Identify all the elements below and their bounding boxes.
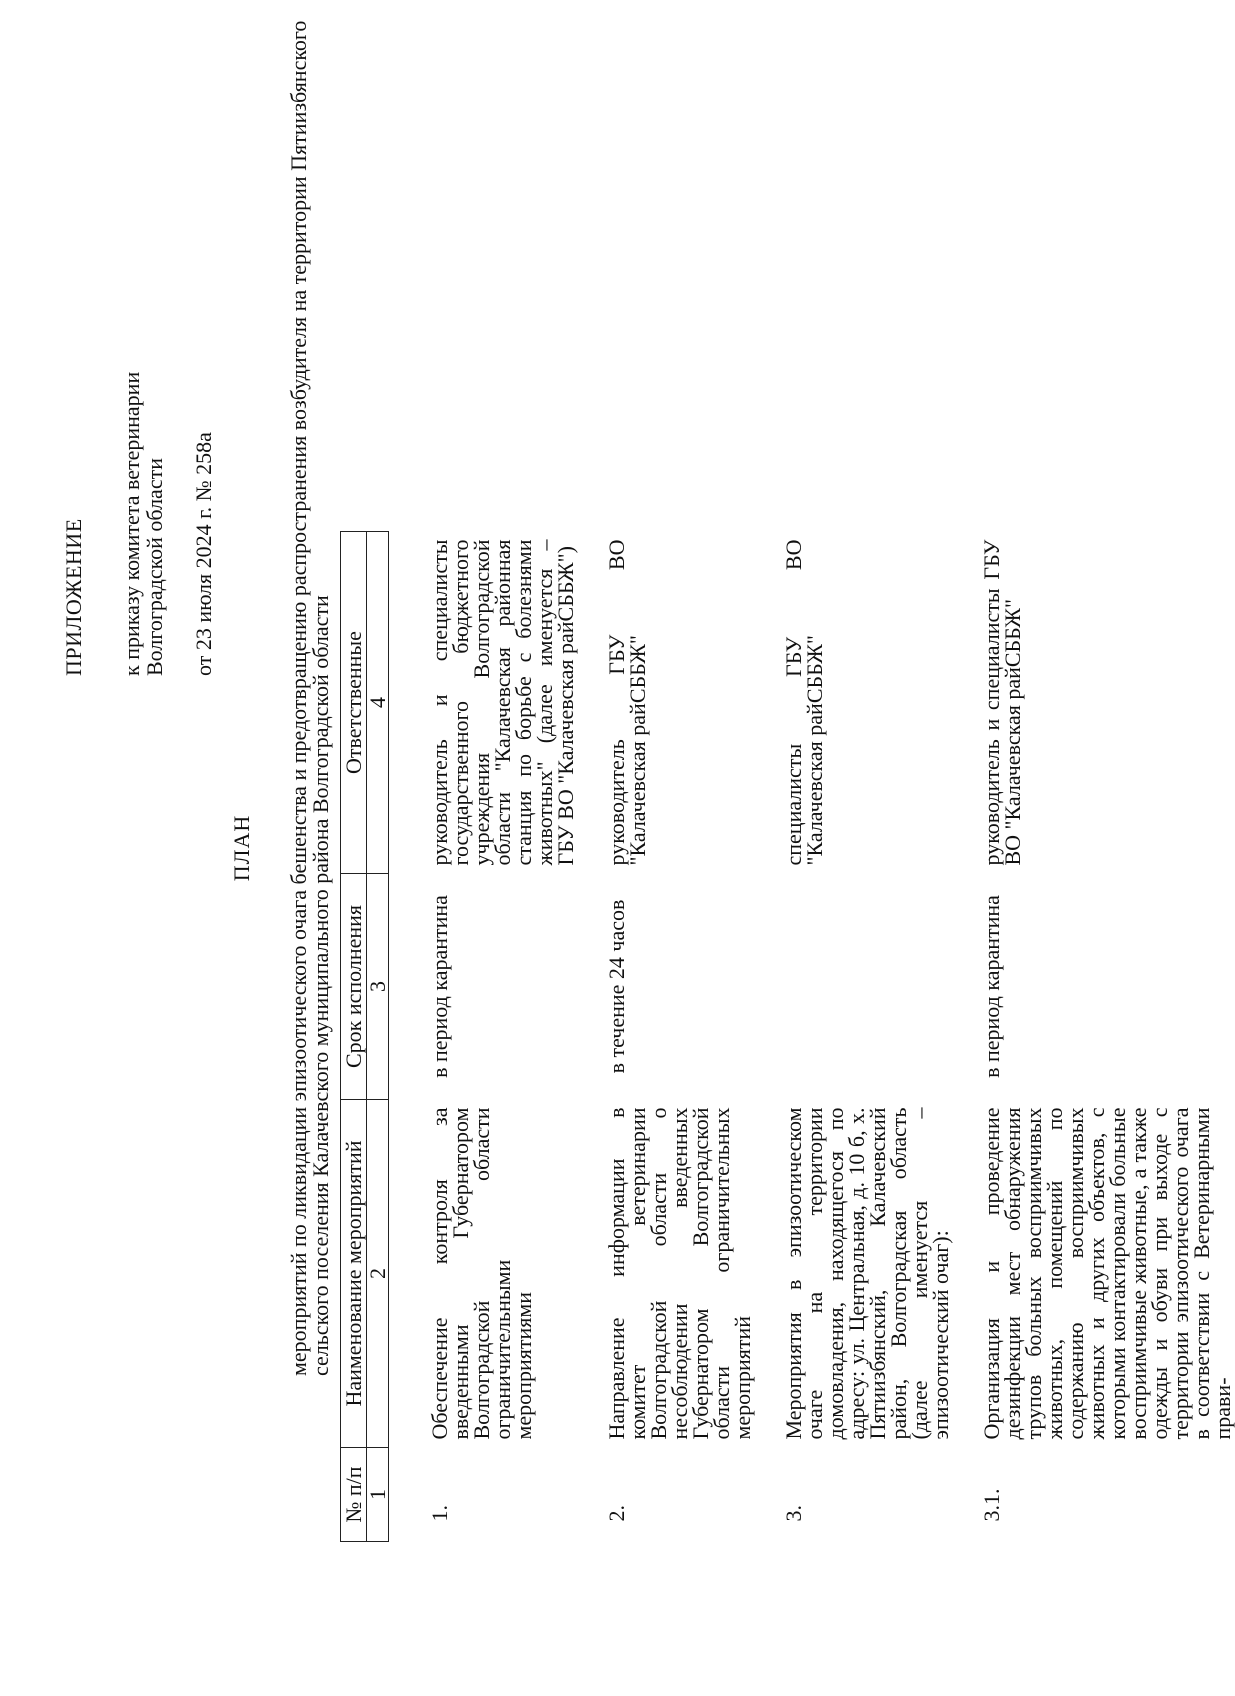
row-responsible: специалисты ГБУ ВО "Калачевская райСББЖ"	[781, 539, 827, 866]
table-column-numbers-row	[367, 532, 389, 1542]
row-responsible: руководитель и специалисты государственного бюджетного учреждения Волгоградской области "Калачевская районная станция по борьбе с болезнями животных" (далее именуется – ГБУ ВО "Калачевская райСББЖ")	[427, 539, 578, 866]
table-header-row	[341, 532, 367, 1542]
header-name: Наименование мероприятий	[341, 1100, 367, 1448]
appendix-date: от 23 июля 2024 г. № 258а	[191, 432, 216, 676]
plan-table	[340, 531, 1233, 1542]
row-number: 3.	[781, 1505, 806, 1522]
row-term: в период карантина	[979, 895, 1004, 1078]
table-row	[951, 532, 1233, 1542]
row-name: Обеспечение контроля за введенными Губернатором Волгоградской области ограничительными мероприятиями	[427, 1107, 536, 1440]
row-number: 3.1.	[979, 1488, 1004, 1522]
row-term: в течение 24 часов	[604, 899, 629, 1074]
col-number-1: 1	[367, 1448, 389, 1542]
row-responsible: руководитель и специалисты ГБУ ВО "Калачевская райСББЖ"	[979, 539, 1025, 866]
col-number-3: 3	[367, 874, 389, 1100]
row-name: Направление информации в комитет ветеринарии Волгоградской области о несоблюдении введенных Губернатором Волгоградской области ограничительных мероприятий	[604, 1107, 755, 1440]
table-row	[389, 532, 577, 1542]
row-term	[753, 874, 951, 1100]
col-number-2: 2	[367, 1100, 389, 1448]
appendix-reference: к приказу комитета ветеринарии Волгоградской области	[119, 371, 167, 676]
row-name: Мероприятия в эпизоотическом очаге на территории домовладения, находящегося по адресу: ул. Центральная, д. 10 б, х. Пятиизбянский, Калачевский район, Волгоградская область (далее именуется – эпизоотический очаг):	[781, 1107, 953, 1440]
col-number-4: 4	[367, 532, 389, 874]
row-name: Организация и проведение дезинфекции мест обнаружения трупов больных восприимчивых животных, помещений по содержанию восприимчивых животных и других объектов, с которыми контактировали больные восприимчивые животные, а также одежды и обуви при выходе с территории эпизоотического очага в соответствии с Ветеринарными прави-	[979, 1107, 1235, 1440]
plan-subtitle: мероприятий по ликвидации эпизоотического очага бешенства и предотвращению распространения возбудителя на территории Пятиизбянского сельского поселения Калачевского муниципального района Волгоградской области	[286, 20, 333, 1376]
header-responsible: Ответственные	[341, 532, 367, 874]
plan-table-wrapper	[340, 531, 1233, 1542]
row-term: в период карантина	[427, 895, 452, 1078]
row-number: 2.	[604, 1505, 629, 1522]
table-row	[576, 532, 753, 1542]
row-number: 1.	[427, 1505, 452, 1522]
header-number: № п/п	[341, 1448, 367, 1542]
table-row	[753, 532, 951, 1542]
appendix-title: ПРИЛОЖЕНИЕ	[61, 518, 86, 676]
row-responsible: руководитель ГБУ ВО "Калачевская райСББЖ"	[604, 539, 650, 866]
header-term: Срок исполнения	[341, 874, 367, 1100]
plan-title: ПЛАН	[229, 814, 254, 882]
